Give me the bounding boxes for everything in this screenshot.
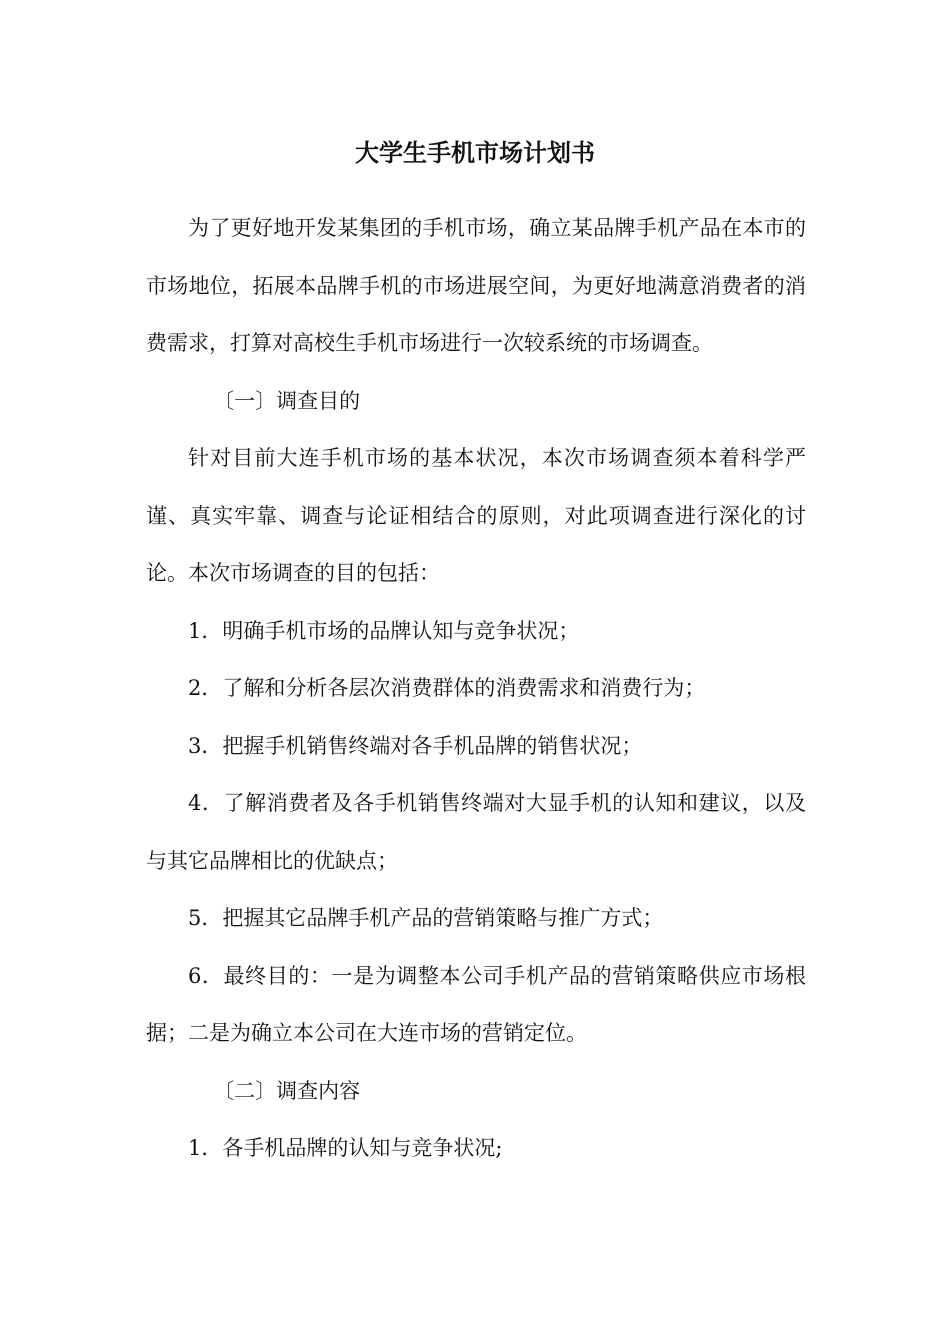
section-heading-content: 〔二〕调查内容 xyxy=(213,1078,361,1103)
document-title: 大学生手机市场计划书 xyxy=(355,139,595,167)
list-item: 6．最终目的：一是为调整本公司手机产品的营销策略供应市场根据；二是为确立本公司在大连市场的营销定位。 xyxy=(146,963,806,1045)
section-heading-purpose: 〔一〕调查目的 xyxy=(213,388,361,413)
list-item: 5．把握其它品牌手机产品的营销策略与推广方式； xyxy=(188,906,664,930)
document-body xyxy=(146,200,806,1178)
intro-paragraph: 为了更好地开发某集团的手机市场，确立某品牌手机产品在本市的市场地位，拓展本品牌手机的市场进展空间，为更好地满意消费者的消费需求，打算对高校生手机市场进行一次较系统的市场调查。 xyxy=(146,216,806,355)
list-item: 3．把握手机销售终端对各手机品牌的销售状况； xyxy=(188,733,643,758)
list-item: 1．各手机品牌的认知与竞争状况; xyxy=(188,1136,503,1160)
list-item: 2．了解和分析各层次消费群体的消费需求和消费行为； xyxy=(188,676,706,700)
list-item: 4．了解消费者及各手机销售终端对大显手机的认知和建议，以及与其它品牌相比的优缺点； xyxy=(146,791,806,873)
list-item: 1．明确手机市场的品牌认知与竞争状况； xyxy=(188,618,580,643)
purpose-paragraph: 针对目前大连手机市场的基本状况，本次市场调查须本着科学严谨、真实牢靠、调查与论证相结合的原则，对此项调查进行深化的讨论。本次市场调查的目的包括： xyxy=(146,446,806,585)
